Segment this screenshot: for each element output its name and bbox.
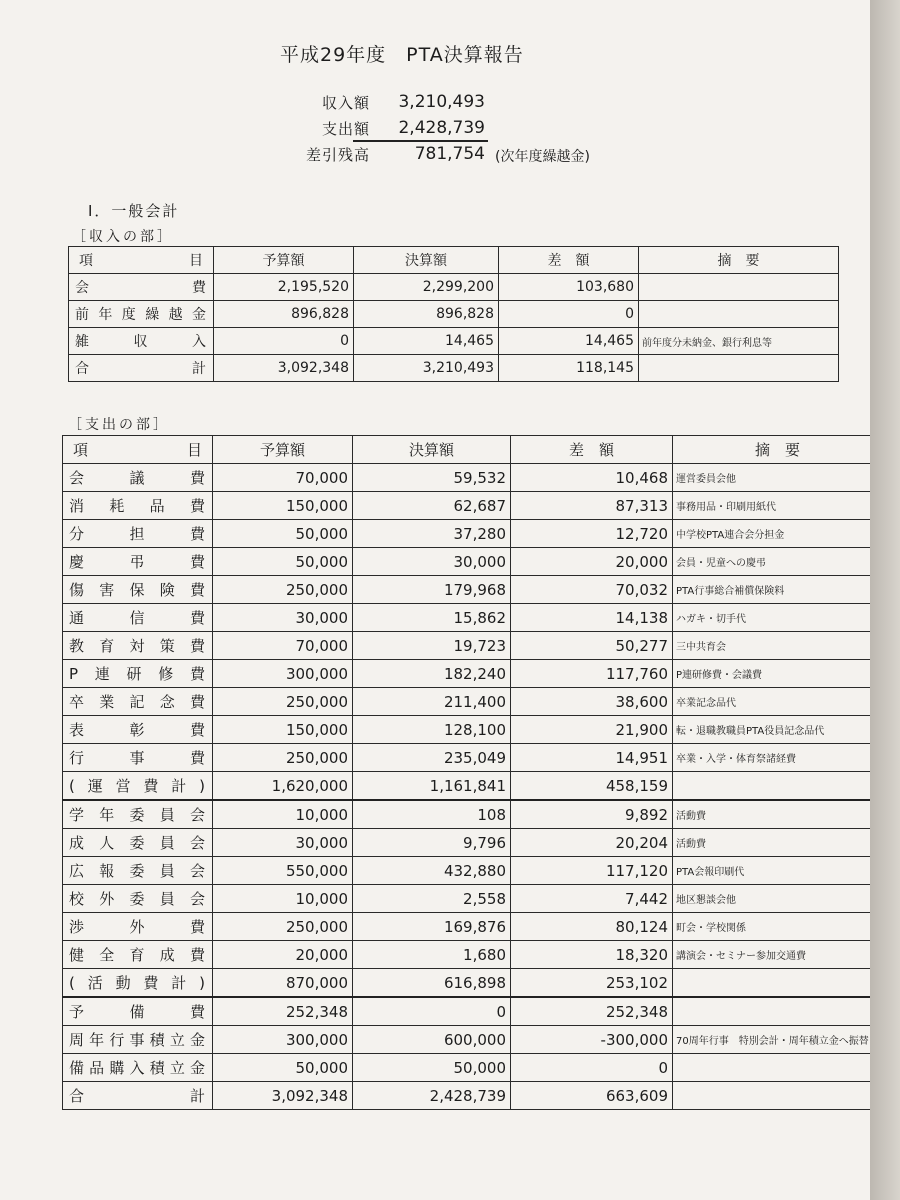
page-edge — [870, 0, 900, 1200]
row-note: P連研修費・会議費 — [673, 660, 883, 688]
row-item: (運営費計) — [63, 772, 213, 801]
row-budget: 30,000 — [213, 604, 353, 632]
row-diff: 21,900 — [511, 716, 673, 744]
table-row — [63, 520, 883, 548]
row-item: 通信費 — [63, 604, 213, 632]
table-row — [63, 604, 883, 632]
row-note: PTA会報印刷代 — [673, 857, 883, 885]
income-col-item: 項 目 — [69, 247, 214, 274]
row-item: 合計 — [69, 355, 214, 382]
row-actual: 432,880 — [353, 857, 511, 885]
row-note — [639, 355, 839, 382]
table-row — [69, 274, 839, 301]
row-item: 渉外費 — [63, 913, 213, 941]
row-budget: 10,000 — [213, 800, 353, 829]
row-item: 成人委員会 — [63, 829, 213, 857]
row-item: 健全育成費 — [63, 941, 213, 969]
row-note: PTA行事総合補償保険料 — [673, 576, 883, 604]
row-actual: 128,100 — [353, 716, 511, 744]
summary-balance-value: 781,754 — [414, 144, 485, 164]
row-note: 事務用品・印刷用紙代 — [673, 492, 883, 520]
row-actual: 59,532 — [353, 464, 511, 492]
row-actual: 50,000 — [353, 1054, 511, 1082]
row-item: 周年行事積立金 — [63, 1026, 213, 1054]
row-item: 会議費 — [63, 464, 213, 492]
row-diff: 14,951 — [511, 744, 673, 772]
row-actual: 1,680 — [353, 941, 511, 969]
table-row — [63, 885, 883, 913]
row-actual: 0 — [353, 997, 511, 1026]
row-actual: 108 — [353, 800, 511, 829]
table-row — [69, 355, 839, 382]
row-item: 合計 — [63, 1082, 213, 1110]
row-diff: 18,320 — [511, 941, 673, 969]
row-actual: 15,862 — [353, 604, 511, 632]
row-item: 前年度繰越金 — [69, 301, 214, 328]
row-budget: 252,348 — [213, 997, 353, 1026]
row-budget: 70,000 — [213, 464, 353, 492]
expense-col-diff: 差 額 — [511, 436, 673, 464]
income-table — [68, 246, 839, 382]
table-row — [63, 997, 883, 1026]
row-item: 校外委員会 — [63, 885, 213, 913]
row-actual: 179,968 — [353, 576, 511, 604]
row-diff: 117,120 — [511, 857, 673, 885]
expense-col-item: 項 目 — [63, 436, 213, 464]
row-actual: 2,558 — [353, 885, 511, 913]
row-diff: 252,348 — [511, 997, 673, 1026]
row-diff: 0 — [511, 1054, 673, 1082]
table-row — [63, 716, 883, 744]
page-title: 平成29年度 PTA決算報告 — [280, 44, 524, 66]
row-note — [673, 1054, 883, 1082]
row-actual: 9,796 — [353, 829, 511, 857]
row-budget: 10,000 — [213, 885, 353, 913]
row-note: 前年度分未納金、銀行利息等 — [639, 328, 839, 355]
row-actual: 19,723 — [353, 632, 511, 660]
row-actual: 600,000 — [353, 1026, 511, 1054]
table-row — [63, 1082, 883, 1110]
row-diff: 458,159 — [511, 772, 673, 801]
table-row — [63, 913, 883, 941]
row-note: 会員・児童への慶弔 — [673, 548, 883, 576]
income-body — [69, 274, 839, 382]
row-actual: 896,828 — [354, 301, 499, 328]
row-actual: 182,240 — [353, 660, 511, 688]
row-note: 70周年行事 特別会計・周年積立金へ振替 — [673, 1026, 883, 1054]
summary-income-value: 3,210,493 — [398, 92, 485, 112]
row-note: 町会・学校関係 — [673, 913, 883, 941]
row-note: 卒業・入学・体育祭諸経費 — [673, 744, 883, 772]
row-diff: 14,465 — [499, 328, 639, 355]
table-row — [63, 800, 883, 829]
expense-body — [63, 464, 883, 1110]
row-item: 雑収入 — [69, 328, 214, 355]
row-diff: 7,442 — [511, 885, 673, 913]
row-diff: 663,609 — [511, 1082, 673, 1110]
row-budget: 250,000 — [213, 913, 353, 941]
row-diff: -300,000 — [511, 1026, 673, 1054]
income-col-note: 摘 要 — [639, 247, 839, 274]
table-row — [63, 660, 883, 688]
row-note: 転・退職教職員PTA役員記念品代 — [673, 716, 883, 744]
row-budget: 50,000 — [213, 548, 353, 576]
row-budget: 250,000 — [213, 688, 353, 716]
row-item: 広報委員会 — [63, 857, 213, 885]
row-budget: 20,000 — [213, 941, 353, 969]
row-diff: 117,760 — [511, 660, 673, 688]
row-note: 運営委員会他 — [673, 464, 883, 492]
income-col-budget: 予算額 — [214, 247, 354, 274]
table-row — [63, 576, 883, 604]
row-actual: 62,687 — [353, 492, 511, 520]
row-item: 消耗品費 — [63, 492, 213, 520]
row-note — [673, 997, 883, 1026]
row-note: 講演会・セミナー参加交通費 — [673, 941, 883, 969]
table-row — [63, 688, 883, 716]
row-item: 慶弔費 — [63, 548, 213, 576]
row-budget: 50,000 — [213, 1054, 353, 1082]
row-actual: 211,400 — [353, 688, 511, 716]
row-actual: 2,299,200 — [354, 274, 499, 301]
expense-table — [62, 435, 883, 1110]
income-header-row — [69, 247, 839, 274]
row-note: 中学校PTA連合会分担金 — [673, 520, 883, 548]
table-row — [63, 829, 883, 857]
summary-income-label: 収入額 — [321, 94, 370, 112]
row-item: 会費 — [69, 274, 214, 301]
table-row — [69, 328, 839, 355]
section-title: Ⅰ．一般会計 — [88, 202, 180, 220]
row-budget: 70,000 — [213, 632, 353, 660]
row-item: 教育対策費 — [63, 632, 213, 660]
table-row — [63, 969, 883, 998]
row-budget: 0 — [214, 328, 354, 355]
row-diff: 80,124 — [511, 913, 673, 941]
row-note — [639, 301, 839, 328]
row-item: P連研修費 — [63, 660, 213, 688]
row-budget: 870,000 — [213, 969, 353, 998]
row-note: 三中共育会 — [673, 632, 883, 660]
row-item: (活動費計) — [63, 969, 213, 998]
row-note — [673, 1082, 883, 1110]
table-row — [63, 857, 883, 885]
row-actual: 235,049 — [353, 744, 511, 772]
row-budget: 250,000 — [213, 576, 353, 604]
row-budget: 3,092,348 — [213, 1082, 353, 1110]
expense-col-actual: 決算額 — [353, 436, 511, 464]
summary-balance-label: 差引残高 — [305, 146, 370, 164]
row-budget: 3,092,348 — [214, 355, 354, 382]
table-row — [69, 301, 839, 328]
row-note: 活動費 — [673, 800, 883, 829]
row-item: 予備費 — [63, 997, 213, 1026]
row-actual: 14,465 — [354, 328, 499, 355]
income-col-diff: 差 額 — [499, 247, 639, 274]
row-item: 備品購入積立金 — [63, 1054, 213, 1082]
row-actual: 2,428,739 — [353, 1082, 511, 1110]
table-row — [63, 1054, 883, 1082]
table-row — [63, 941, 883, 969]
expense-heading: ［支出の部］ — [68, 417, 170, 433]
row-actual: 3,210,493 — [354, 355, 499, 382]
table-row — [63, 464, 883, 492]
row-diff: 10,468 — [511, 464, 673, 492]
table-row — [63, 744, 883, 772]
row-actual: 169,876 — [353, 913, 511, 941]
row-note: 卒業記念品代 — [673, 688, 883, 716]
row-item: 傷害保険費 — [63, 576, 213, 604]
row-actual: 616,898 — [353, 969, 511, 998]
row-diff: 9,892 — [511, 800, 673, 829]
row-diff: 103,680 — [499, 274, 639, 301]
row-diff: 20,000 — [511, 548, 673, 576]
row-actual: 1,161,841 — [353, 772, 511, 801]
income-heading: ［収入の部］ — [72, 229, 174, 245]
row-diff: 20,204 — [511, 829, 673, 857]
row-actual: 37,280 — [353, 520, 511, 548]
row-diff: 0 — [499, 301, 639, 328]
summary-divider — [353, 140, 488, 142]
row-note: 活動費 — [673, 829, 883, 857]
income-col-actual: 決算額 — [354, 247, 499, 274]
row-budget: 300,000 — [213, 660, 353, 688]
table-row — [63, 772, 883, 801]
row-note — [639, 274, 839, 301]
row-diff: 14,138 — [511, 604, 673, 632]
row-item: 卒業記念費 — [63, 688, 213, 716]
row-item: 表彰費 — [63, 716, 213, 744]
row-budget: 50,000 — [213, 520, 353, 548]
table-row — [63, 632, 883, 660]
expense-header-row — [63, 436, 883, 464]
row-diff: 50,277 — [511, 632, 673, 660]
row-budget: 250,000 — [213, 744, 353, 772]
expense-col-note: 摘 要 — [673, 436, 883, 464]
row-item: 分担費 — [63, 520, 213, 548]
row-item: 行事費 — [63, 744, 213, 772]
table-row — [63, 492, 883, 520]
summary-balance-note: (次年度繰越金) — [495, 149, 590, 165]
row-actual: 30,000 — [353, 548, 511, 576]
row-item: 学年委員会 — [63, 800, 213, 829]
table-row — [63, 1026, 883, 1054]
row-diff: 70,032 — [511, 576, 673, 604]
row-budget: 1,620,000 — [213, 772, 353, 801]
row-diff: 12,720 — [511, 520, 673, 548]
row-diff: 87,313 — [511, 492, 673, 520]
row-budget: 150,000 — [213, 492, 353, 520]
row-note — [673, 969, 883, 998]
summary-expense-value: 2,428,739 — [398, 118, 485, 138]
table-row — [63, 548, 883, 576]
row-budget: 550,000 — [213, 857, 353, 885]
row-diff: 253,102 — [511, 969, 673, 998]
summary-expense-label: 支出額 — [321, 120, 370, 138]
row-budget: 300,000 — [213, 1026, 353, 1054]
expense-col-budget: 予算額 — [213, 436, 353, 464]
row-diff: 118,145 — [499, 355, 639, 382]
row-note — [673, 772, 883, 801]
row-note: ハガキ・切手代 — [673, 604, 883, 632]
row-budget: 896,828 — [214, 301, 354, 328]
row-budget: 30,000 — [213, 829, 353, 857]
row-budget: 2,195,520 — [214, 274, 354, 301]
row-note: 地区懇談会他 — [673, 885, 883, 913]
row-budget: 150,000 — [213, 716, 353, 744]
row-diff: 38,600 — [511, 688, 673, 716]
